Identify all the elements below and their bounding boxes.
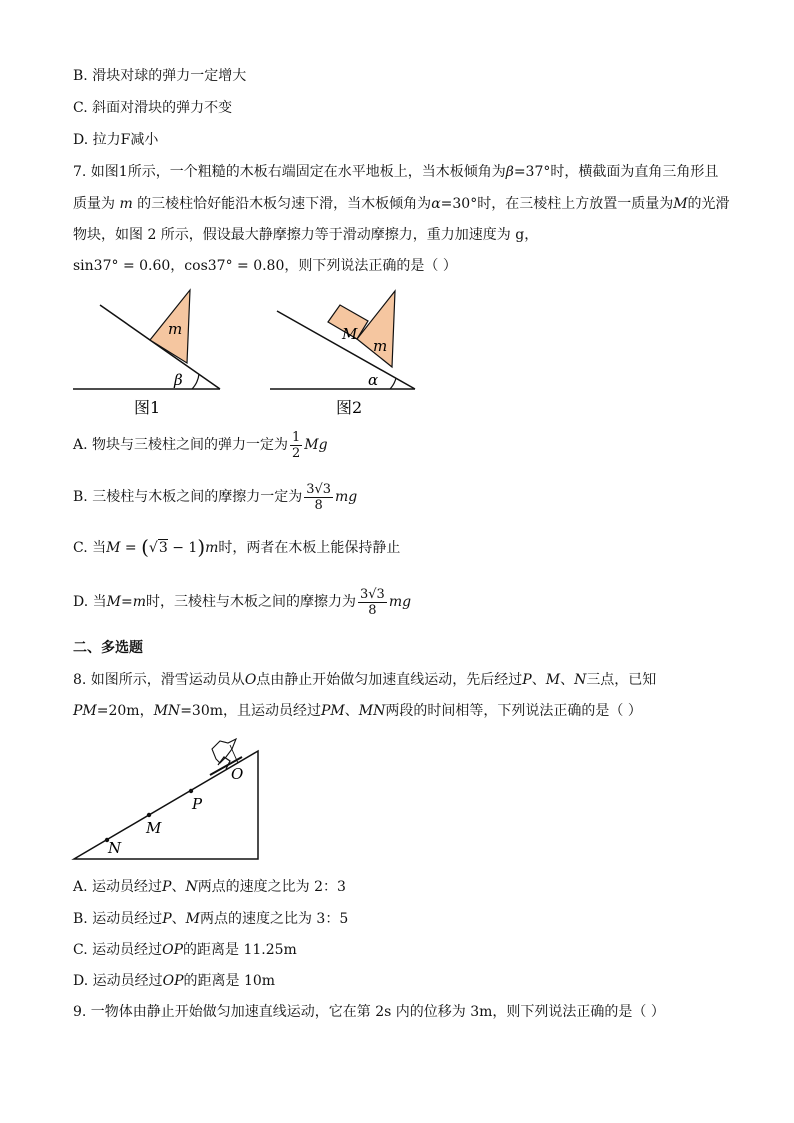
q8-label-P: P xyxy=(192,795,203,813)
fig2-block-m-label: m xyxy=(373,337,388,355)
q7-figure-2 xyxy=(265,285,425,420)
q8-point-M xyxy=(147,813,151,817)
q7-stem-line3: 物块，如图 2 所示，假设最大静摩擦力等于滑动摩擦力，重力加速度为 g， xyxy=(73,227,539,243)
q7-option-c: C. 当M = (√3 − 1)m时，两者在木板上能保持静止 xyxy=(73,535,401,559)
fig2-angle-arc xyxy=(390,378,396,389)
q6-option-c: C. 斜面对滑块的弹力不变 xyxy=(73,100,233,116)
q8-option-b: B. 运动员经过P、M两点的速度之比为 3：5 xyxy=(73,911,349,927)
q8-figure xyxy=(70,735,270,865)
q7-option-a: A. 物块与三棱柱之间的弹力一定为 $\frac{1}{2}$ Mg xyxy=(73,429,328,461)
q7-stem-line1: 7. 如图1所示，一个粗糙的木板右端固定在水平地板上，当木板倾角为β=37°时，横截面为直角三角形且 xyxy=(73,164,719,180)
q8-stem-line2: PM=20m，MN=30m，且运动员经过PM、MN两段的时间相等，下列说法正确的是（ ） xyxy=(73,703,642,719)
q8-point-P xyxy=(189,789,193,793)
fig1-angle-label: β xyxy=(174,371,183,389)
q7-stem-line4: sin37° = 0.60，cos37° = 0.80，则下列说法正确的是（ ） xyxy=(73,258,457,274)
q7-option-b-fraction: $\frac{3√3}{8}$ xyxy=(306,481,332,513)
q7-option-a-fraction: $\frac{1}{2}$ xyxy=(292,429,301,461)
fig2-caption: 图2 xyxy=(336,398,363,417)
q7-option-d-fraction: $\frac{3√3}{8}$ xyxy=(359,586,385,618)
q8-label-M: M xyxy=(146,819,162,837)
q6-option-d: D. 拉力F减小 xyxy=(73,132,159,148)
q8-label-O: O xyxy=(231,765,244,783)
q7-option-b: B. 三棱柱与木板之间的摩擦力一定为 $\frac{3√3}{8}$ mg xyxy=(73,481,358,513)
section-2-title: 二、多选题 xyxy=(73,640,143,656)
q8-stem-line1: 8. 如图所示，滑雪运动员从O点由静止开始做匀加速直线运动，先后经过P、M、N三点，已知 xyxy=(73,672,657,688)
q7-figure-1 xyxy=(70,285,230,420)
q8-option-a: A. 运动员经过P、N两点的速度之比为 2：3 xyxy=(73,879,346,895)
fig2-angle-label: α xyxy=(368,371,379,389)
fig2-block-M-label: M xyxy=(342,325,358,343)
q8-label-N: N xyxy=(108,839,122,857)
q6-option-b: B. 滑块对球的弹力一定增大 xyxy=(73,68,247,84)
fig1-block-label: m xyxy=(168,320,183,338)
q7-option-d: D. 当M=m时，三棱柱与木板之间的摩擦力为 $\frac{3√3}{8}$ mg xyxy=(73,586,412,618)
q8-option-c: C. 运动员经过OP的距离是 11.25m xyxy=(73,942,297,958)
q7-stem-line2: 质量为 m 的三棱柱恰好能沿木板匀速下滑，当木板倾角为α=30°时，在三棱柱上方放置一质量为M的光滑 xyxy=(73,196,730,212)
fig1-incline xyxy=(100,305,220,389)
fig1-angle-arc xyxy=(192,374,199,389)
q8-option-d: D. 运动员经过OP的距离是 10m xyxy=(73,973,276,989)
fig1-caption: 图1 xyxy=(134,398,161,417)
q9-stem: 9. 一物体由静止开始做匀加速直线运动，它在第 2s 内的位移为 3m，则下列说法正确的是（ ） xyxy=(73,1004,665,1020)
